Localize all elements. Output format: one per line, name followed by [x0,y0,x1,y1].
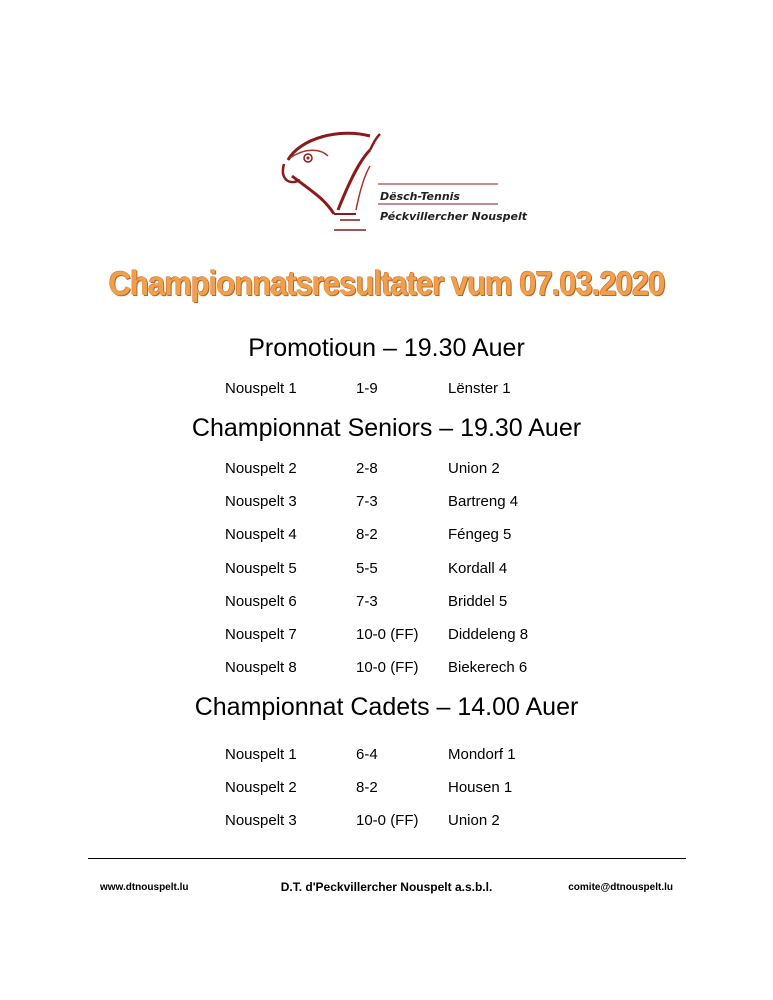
away-team: Lënster 1 [448,380,511,397]
home-team: Nouspelt 2 [225,779,297,796]
match-score: 1-9 [356,380,378,397]
table-row [0,812,773,832]
away-team: Biekerech 6 [448,659,528,676]
match-score: 7-3 [356,593,378,610]
home-team: Nouspelt 7 [225,626,297,643]
table-row [0,659,773,679]
table-row [0,526,773,546]
table-row [0,626,773,646]
footer-email-link[interactable]: comite@dtnouspelt.lu [568,882,673,893]
home-team: Nouspelt 1 [225,380,297,397]
footer-club-name: D.T. d'Peckvillercher Nouspelt a.s.b.l. [280,880,493,894]
away-team: Kordall 4 [448,560,508,577]
match-score: 10-0 (FF) [356,659,419,676]
footer-website-link[interactable]: www.dtnouspelt.lu [100,882,189,893]
logo-text-line1: Dësch-Tennis [380,190,460,203]
match-score: 5-5 [356,560,378,577]
home-team: Nouspelt 6 [225,593,297,610]
table-row [0,560,773,580]
away-team: Union 2 [448,812,500,829]
page-title: Championnatsresultater vum 07.03.2020 [108,264,665,303]
away-team: Mondorf 1 [448,746,516,763]
section-heading-seniors: Championnat Seniors – 19.30 Auer [191,414,582,442]
away-team: Union 2 [448,460,500,477]
table-row [0,460,773,480]
table-row [0,593,773,613]
table-row [0,380,773,400]
away-team: Housen 1 [448,779,513,796]
footer-divider [88,858,686,859]
home-team: Nouspelt 3 [225,493,297,510]
home-team: Nouspelt 4 [225,526,297,543]
home-team: Nouspelt 8 [225,659,297,676]
away-team: Diddeleng 8 [448,626,529,643]
away-team: Bartreng 4 [448,493,519,510]
logo-text-line2: Péckvillercher Nouspelt [380,210,528,223]
match-score: 10-0 (FF) [356,812,419,829]
match-score: 2-8 [356,460,378,477]
home-team: Nouspelt 1 [225,746,297,763]
table-row [0,746,773,766]
table-row [0,779,773,799]
match-score: 6-4 [356,746,378,763]
match-score: 8-2 [356,526,378,543]
match-score: 10-0 (FF) [356,626,419,643]
club-logo [270,120,528,240]
away-team: Briddel 5 [448,593,508,610]
match-score: 7-3 [356,493,378,510]
home-team: Nouspelt 2 [225,460,297,477]
section-heading-promotioun: Promotioun – 19.30 Auer [248,334,525,362]
away-team: Féngeg 5 [448,526,512,543]
match-score: 8-2 [356,779,378,796]
home-team: Nouspelt 5 [225,560,297,577]
section-heading-cadets: Championnat Cadets – 14.00 Auer [194,693,579,721]
home-team: Nouspelt 3 [225,812,297,829]
table-row [0,493,773,513]
